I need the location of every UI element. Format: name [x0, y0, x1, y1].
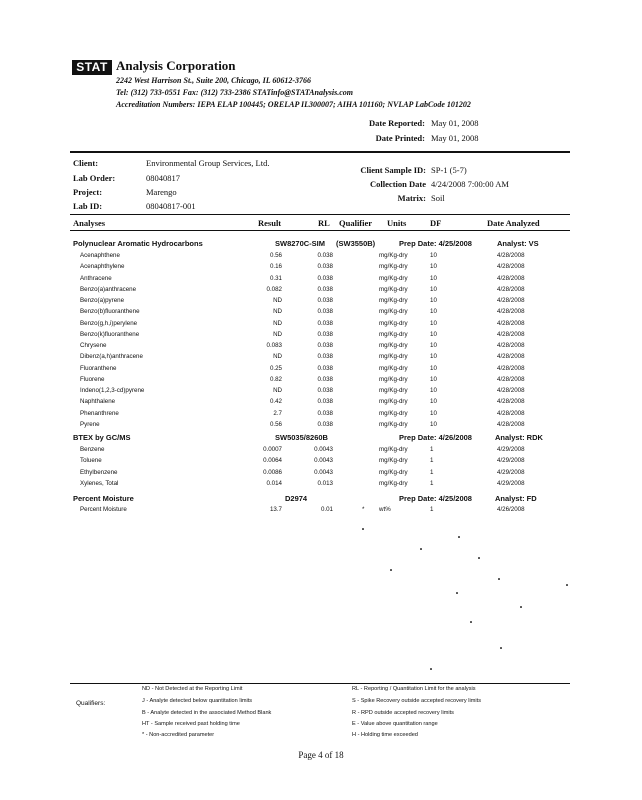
date-analyzed-value: 4/28/2008: [497, 263, 525, 271]
date-analyzed-value: 4/28/2008: [497, 353, 525, 361]
client-value: Environmental Group Services, Ltd.: [146, 158, 270, 168]
qualifier-note: HT - Sample received past holding time: [142, 721, 240, 727]
lab-id-value: 08040817-001: [146, 201, 196, 211]
rl-value: 0.038: [317, 375, 333, 383]
client-sample-id-label: Client Sample ID:: [360, 165, 426, 175]
analyte-name: Benzo(g,h,i)perylene: [80, 319, 138, 327]
table-row: [0, 308, 642, 319]
units-value: mg/Kg-dry: [379, 353, 408, 361]
analyte-name: Indeno(1,2,3-cd)pyrene: [80, 387, 145, 394]
table-row: [0, 365, 642, 376]
result-value: 0.82: [269, 375, 282, 383]
lab-order-value: 08040817: [146, 173, 180, 183]
columns-top-rule: [70, 214, 570, 215]
rl-value: 0.038: [317, 409, 333, 417]
units-value: mg/Kg-dry: [379, 398, 408, 406]
section-method-secondary: (SW3550B): [336, 239, 376, 248]
table-row: [0, 331, 642, 342]
analyte-name: Dibenz(a,h)anthracene: [80, 353, 143, 361]
df-value: 10: [430, 285, 437, 293]
date-analyzed-value: 4/28/2008: [497, 387, 525, 394]
result-value: 0.082: [266, 285, 282, 293]
table-row: [0, 421, 642, 432]
page-number: Page 4 of 18: [298, 750, 344, 760]
qualifier-note: S - Spike Recovery outside accepted recovery limits: [352, 698, 482, 704]
result-value: ND: [273, 297, 282, 304]
analyte-name: Benzo(b)fluoranthene: [80, 308, 140, 316]
df-value: 1: [430, 457, 434, 465]
analyte-name: Toluene: [80, 457, 102, 465]
result-value: 2.7: [273, 409, 282, 417]
qualifier-note: * - Non-accredited parameter: [142, 732, 215, 738]
result-value: 0.25: [269, 364, 282, 372]
company-name: Analysis Corporation: [116, 58, 236, 73]
qualifiers-label: Qualifiers:: [76, 700, 106, 707]
units-value: mg/Kg-dry: [379, 297, 408, 304]
qualifiers-rule: [70, 683, 570, 684]
qualifier-note: J - Analyte detected below quantitation limits: [142, 698, 253, 704]
rl-value: 0.0043: [314, 446, 333, 453]
units-value: mg/Kg-dry: [379, 330, 408, 338]
units-value: wt%: [379, 506, 391, 513]
date-printed: May 01, 2008: [431, 133, 479, 143]
date-analyzed-value: 4/28/2008: [497, 297, 525, 304]
date-analyzed-value: 4/28/2008: [497, 285, 525, 293]
units-value: mg/Kg-dry: [379, 409, 408, 417]
section-method: SW8270C-SIM: [275, 239, 326, 248]
date-analyzed-value: 4/28/2008: [497, 375, 525, 383]
units-value: mg/Kg-dry: [379, 342, 408, 349]
project-label: Project:: [73, 187, 103, 197]
analyte-name: Acenaphthene: [80, 252, 120, 259]
collection-date-label: Collection Date: [370, 179, 426, 189]
project-value: Marengo: [146, 187, 177, 197]
df-value: 10: [430, 252, 437, 259]
units-value: mg/Kg-dry: [379, 479, 408, 487]
result-value: ND: [273, 330, 282, 338]
df-value: 1: [430, 479, 434, 487]
date-analyzed-value: 4/29/2008: [497, 468, 525, 476]
table-row: [0, 398, 642, 409]
units-value: mg/Kg-dry: [379, 263, 408, 271]
rl-value: 0.038: [317, 330, 333, 338]
rl-value: 0.038: [317, 263, 333, 271]
qualifier-note: E - Value above quantitation range: [352, 721, 438, 727]
units-value: mg/Kg-dry: [379, 364, 408, 372]
result-value: ND: [273, 319, 282, 327]
result-value: 0.16: [269, 263, 282, 271]
section-analyst: Analyst: FD: [495, 494, 537, 503]
table-row: [0, 342, 642, 353]
lab-order-label: Lab Order:: [73, 173, 116, 183]
col-df: DF: [430, 218, 442, 228]
date-analyzed-value: 4/28/2008: [497, 308, 525, 316]
units-value: mg/Kg-dry: [379, 420, 408, 428]
analyte-name: Naphthalene: [80, 398, 116, 406]
date-reported: May 01, 2008: [431, 118, 479, 128]
rl-value: 0.013: [317, 479, 333, 487]
table-row: [0, 353, 642, 364]
rl-value: 0.0043: [314, 468, 333, 476]
section-title: BTEX by GC/MS: [73, 433, 131, 442]
df-value: 10: [430, 342, 437, 349]
analyte-name: Chrysene: [80, 342, 107, 349]
units-value: mg/Kg-dry: [379, 446, 408, 453]
table-row: [0, 387, 642, 398]
units-value: mg/Kg-dry: [379, 308, 408, 316]
df-value: 1: [430, 468, 434, 476]
result-value: 0.0086: [263, 468, 282, 476]
section-prep-date: Prep Date: 4/25/2008: [399, 239, 472, 248]
df-value: 10: [430, 387, 437, 394]
section-prep-date: Prep Date: 4/25/2008: [399, 494, 472, 503]
units-value: mg/Kg-dry: [379, 387, 408, 394]
qualifier-note: ND - Not Detected at the Reporting Limit: [142, 686, 243, 692]
units-value: mg/Kg-dry: [379, 457, 408, 465]
date-analyzed-value: 4/28/2008: [497, 398, 525, 406]
result-value: 0.56: [269, 252, 282, 259]
rl-value: 0.038: [317, 398, 333, 406]
matrix-label: Matrix:: [397, 193, 426, 203]
result-value: 0.31: [269, 274, 282, 282]
date-analyzed-value: 4/28/2008: [497, 420, 525, 428]
rl-value: 0.038: [317, 342, 333, 349]
rl-value: 0.0043: [314, 457, 333, 465]
df-value: 10: [430, 297, 437, 304]
col-units: Units: [387, 218, 407, 228]
table-row: [0, 410, 642, 421]
date-analyzed-value: 4/26/2008: [497, 506, 525, 513]
df-value: 10: [430, 409, 437, 417]
df-value: 10: [430, 420, 437, 428]
qualifier-note: B - Analyte detected in the associated Method Blank: [142, 710, 272, 716]
section-method: SW5035/8260B: [275, 433, 328, 442]
units-value: mg/Kg-dry: [379, 274, 408, 282]
table-row: [0, 286, 642, 297]
table-row: [0, 506, 642, 517]
rl-value: 0.038: [317, 420, 333, 428]
date-analyzed-value: 4/29/2008: [497, 457, 525, 465]
analyte-name: Ethylbenzene: [80, 468, 118, 476]
result-value: ND: [273, 353, 282, 361]
df-value: 10: [430, 375, 437, 383]
df-value: 1: [430, 446, 434, 453]
result-value: ND: [273, 308, 282, 316]
col-date-analyzed: Date Analyzed: [487, 218, 540, 228]
qualifier-note: RL - Reporting / Quantitation Limit for the analysis: [352, 686, 476, 692]
analyte-name: Acenaphthylene: [80, 263, 125, 271]
rl-value: 0.038: [317, 285, 333, 293]
df-value: 10: [430, 263, 437, 271]
date-printed-label: Date Printed:: [375, 133, 425, 143]
df-value: 10: [430, 308, 437, 316]
units-value: mg/Kg-dry: [379, 285, 408, 293]
table-row: [0, 320, 642, 331]
company-logo: STAT: [72, 60, 112, 75]
rl-value: 0.038: [317, 274, 333, 282]
qualifier-note: R - RPD outside accepted recovery limits: [352, 710, 454, 716]
df-value: 10: [430, 398, 437, 406]
section-title: Polynuclear Aromatic Hydrocarbons: [73, 239, 203, 248]
date-analyzed-value: 4/28/2008: [497, 364, 525, 372]
section-analyst: Analyst: RDK: [495, 433, 543, 442]
table-row: [0, 297, 642, 308]
result-value: 0.42: [269, 398, 282, 406]
section-prep-date: Prep Date: 4/26/2008: [399, 433, 472, 442]
analyte-name: Benzene: [80, 446, 105, 453]
date-analyzed-value: 4/28/2008: [497, 319, 525, 327]
lab-id-label: Lab ID:: [73, 201, 103, 211]
analyte-name: Fluorene: [80, 375, 105, 383]
date-analyzed-value: 4/29/2008: [497, 446, 525, 453]
table-row: [0, 480, 642, 491]
rl-value: 0.01: [320, 506, 333, 513]
analyte-name: Phenanthrene: [80, 409, 119, 417]
df-value: 1: [430, 506, 434, 513]
company-contact: Tel: (312) 733-0551 Fax: (312) 733-2386 STATinfo@STATAnalysis.com: [116, 88, 353, 97]
section-method: D2974: [285, 494, 308, 503]
date-reported-label: Date Reported:: [369, 118, 425, 128]
client-sample-id-value: SP-1 (5-7): [431, 165, 467, 175]
rl-value: 0.038: [317, 364, 333, 372]
table-row: [0, 275, 642, 286]
df-value: 10: [430, 330, 437, 338]
analyte-name: Xylenes, Total: [80, 479, 119, 487]
date-analyzed-value: 4/28/2008: [497, 274, 525, 282]
df-value: 10: [430, 274, 437, 282]
units-value: mg/Kg-dry: [379, 375, 408, 383]
units-value: mg/Kg-dry: [379, 252, 408, 259]
matrix-value: Soil: [431, 193, 445, 203]
header-rule: [70, 151, 570, 153]
qualifier-note: H - Holding time exceeded: [352, 732, 418, 738]
rl-value: 0.038: [317, 297, 333, 304]
table-row: [0, 469, 642, 480]
analyte-name: Benzo(a)anthracene: [80, 285, 137, 293]
table-row: [0, 252, 642, 263]
accreditation-numbers: Accreditation Numbers: IEPA ELAP 100445; ORELAP IL300007; AIHA 101160; NVLAP LabCode 101202: [116, 100, 471, 109]
date-analyzed-value: 4/29/2008: [497, 479, 525, 487]
rl-value: 0.038: [317, 353, 333, 361]
columns-bottom-rule: [70, 230, 570, 231]
result-value: 0.56: [269, 420, 282, 428]
col-qualifier: Qualifier: [339, 218, 373, 228]
table-row: [0, 446, 642, 457]
analyte-name: Percent Moisture: [80, 506, 127, 513]
result-value: 0.0007: [263, 446, 282, 453]
result-value: 0.0064: [263, 457, 282, 465]
df-value: 10: [430, 319, 437, 327]
rl-value: 0.038: [317, 308, 333, 316]
date-analyzed-value: 4/28/2008: [497, 252, 525, 259]
analyte-name: Anthracene: [80, 274, 112, 282]
result-value: 0.014: [266, 479, 282, 487]
qualifier-value: *: [362, 506, 365, 513]
units-value: mg/Kg-dry: [379, 319, 408, 327]
col-result: Result: [258, 218, 282, 228]
table-row: [0, 457, 642, 468]
analyte-name: Benzo(k)fluoranthene: [80, 330, 140, 338]
table-row: [0, 376, 642, 387]
table-row: [0, 263, 642, 274]
client-label: Client:: [73, 158, 99, 168]
rl-value: 0.038: [317, 387, 333, 394]
date-analyzed-value: 4/28/2008: [497, 342, 525, 349]
df-value: 10: [430, 353, 437, 361]
analyte-name: Fluoranthene: [80, 364, 117, 372]
section-title: Percent Moisture: [73, 494, 134, 503]
collection-date-value: 4/24/2008 7:00:00 AM: [431, 179, 509, 189]
section-analyst: Analyst: VS: [497, 239, 539, 248]
result-value: ND: [273, 387, 282, 394]
result-value: 13.7: [269, 506, 282, 513]
result-value: 0.083: [266, 342, 282, 349]
col-rl: RL: [318, 218, 330, 228]
rl-value: 0.038: [317, 252, 333, 259]
units-value: mg/Kg-dry: [379, 468, 408, 476]
analyte-name: Pyrene: [80, 420, 100, 428]
date-analyzed-value: 4/28/2008: [497, 409, 525, 417]
col-analyses: Analyses: [73, 218, 106, 228]
analyte-name: Benzo(a)pyrene: [80, 297, 125, 304]
date-analyzed-value: 4/28/2008: [497, 330, 525, 338]
rl-value: 0.038: [317, 319, 333, 327]
company-address: 2242 West Harrison St., Suite 200, Chicago, IL 60612-3766: [116, 76, 311, 85]
df-value: 10: [430, 364, 437, 372]
